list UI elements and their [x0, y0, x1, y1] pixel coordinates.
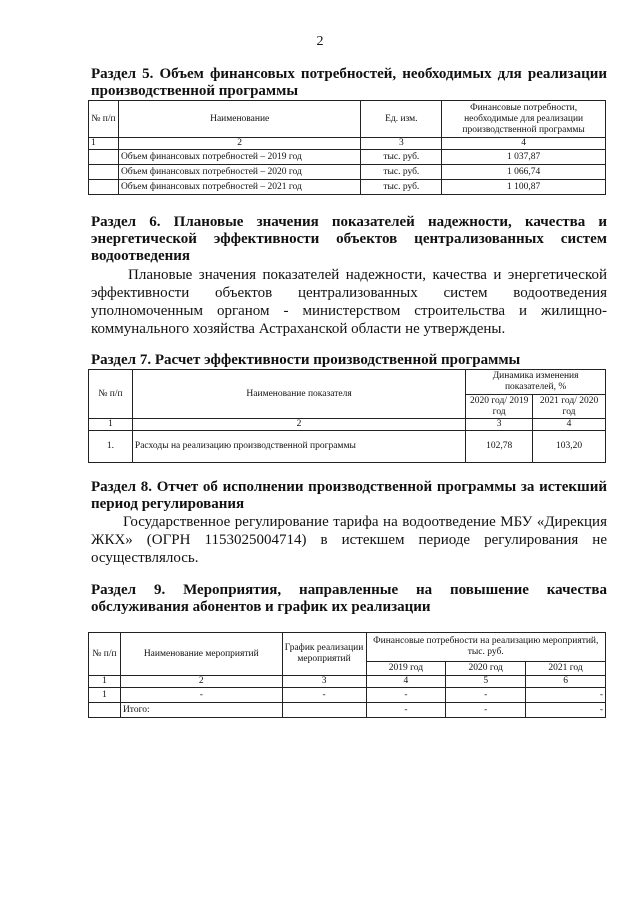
row-value-2020: 102,78 [466, 431, 533, 463]
header-dynamics: Динамика изменения показателей, % [466, 370, 606, 395]
section-5-title: Раздел 5. Объем финансовых потребностей, необходимых для реализации производственной программы [91, 66, 607, 99]
col-num-5: 5 [446, 676, 526, 688]
table-row [89, 150, 606, 165]
section-9-title: Раздел 9. Мероприятия, направленные на повышение качества обслуживания абонентов и график их реализации [91, 582, 607, 615]
total-label: Итого: [120, 703, 282, 718]
header-schedule: График реализации мероприятий [282, 633, 366, 676]
table-row [89, 688, 606, 703]
header-fin-needs: Финансовые потребности, необходимые для реализации производственной программы [442, 101, 606, 138]
section-7-title: Раздел 7. Расчет эффективности производственной программы [91, 352, 521, 368]
section-8-text: Государственное регулирование тарифа на водоотведение МБУ «Дирекция ЖКХ» (ОГРН 1153025004714) в истекшем периоде регулирования не осуществлялось. [91, 514, 607, 566]
section-6-text: Плановые значения показателей надежности, качества и энергетической эффективности объектов централизованных систем водоотведения уполномоченным органом - министерством строительства и жилищно-коммунального хозяйства Астраханской области не утверждены. [91, 267, 607, 337]
row-name: Расходы на реализацию производственной программы [132, 431, 465, 463]
col-num-4: 4 [366, 676, 446, 688]
row-unit: тыс. руб. [361, 150, 442, 165]
row-num [89, 165, 119, 180]
row-value-2019: - [366, 688, 446, 703]
header-2020-2019: 2020 год/ 2019 год [466, 395, 533, 419]
section-6-title: Раздел 6. Плановые значения показателей надежности, качества и энергетической эффективности объектов централизованных систем водоотведения [91, 214, 607, 264]
col-num-1: 1 [89, 419, 133, 431]
total-value-2019: - [366, 703, 446, 718]
col-num-4: 4 [442, 138, 606, 150]
col-num-2: 2 [118, 138, 360, 150]
section-7-table [88, 369, 606, 463]
header-2020: 2020 год [446, 662, 526, 676]
row-value: 1 100,87 [442, 180, 606, 195]
header-num: № п/п [89, 633, 121, 676]
section-8-title: Раздел 8. Отчет об исполнении производственной программы за истекший период регулирования [91, 479, 607, 512]
row-name: Объем финансовых потребностей – 2020 год [118, 165, 360, 180]
row-name: Объем финансовых потребностей – 2019 год [118, 150, 360, 165]
table-row [89, 165, 606, 180]
header-name: Наименование показателя [132, 370, 465, 419]
header-2021-2020: 2021 год/ 2020 год [533, 395, 606, 419]
row-num [89, 180, 119, 195]
total-value-2021: - [526, 703, 606, 718]
total-schedule [282, 703, 366, 718]
row-name: - [120, 688, 282, 703]
row-num: 1. [89, 431, 133, 463]
col-num-1: 1 [89, 676, 121, 688]
col-num-1: 1 [89, 138, 119, 150]
page-number: 2 [316, 34, 324, 49]
total-num [89, 703, 121, 718]
col-num-6: 6 [526, 676, 606, 688]
row-value-2020: - [446, 688, 526, 703]
row-value-2021: 103,20 [533, 431, 606, 463]
row-name: Объем финансовых потребностей – 2021 год [118, 180, 360, 195]
header-2021: 2021 год [526, 662, 606, 676]
col-num-2: 2 [120, 676, 282, 688]
row-num [89, 150, 119, 165]
row-unit: тыс. руб. [361, 165, 442, 180]
header-unit: Ед. изм. [361, 101, 442, 138]
row-value: 1 037,87 [442, 150, 606, 165]
table-row-total [89, 703, 606, 718]
col-num-3: 3 [466, 419, 533, 431]
header-num: № п/п [89, 101, 119, 138]
table-row [89, 180, 606, 195]
header-name: Наименование мероприятий [120, 633, 282, 676]
row-value-2021: - [526, 688, 606, 703]
col-num-2: 2 [132, 419, 465, 431]
row-num: 1 [89, 688, 121, 703]
header-name: Наименование [118, 101, 360, 138]
header-num: № п/п [89, 370, 133, 419]
row-schedule: - [282, 688, 366, 703]
section-5-table [88, 100, 606, 195]
col-num-3: 3 [361, 138, 442, 150]
header-fin-needs: Финансовые потребности на реализацию мероприятий, тыс. руб. [366, 633, 605, 662]
header-2019: 2019 год [366, 662, 446, 676]
col-num-4: 4 [533, 419, 606, 431]
table-row [89, 431, 606, 463]
col-num-3: 3 [282, 676, 366, 688]
row-unit: тыс. руб. [361, 180, 442, 195]
row-value: 1 066,74 [442, 165, 606, 180]
total-value-2020: - [446, 703, 526, 718]
section-9-table [88, 632, 606, 718]
